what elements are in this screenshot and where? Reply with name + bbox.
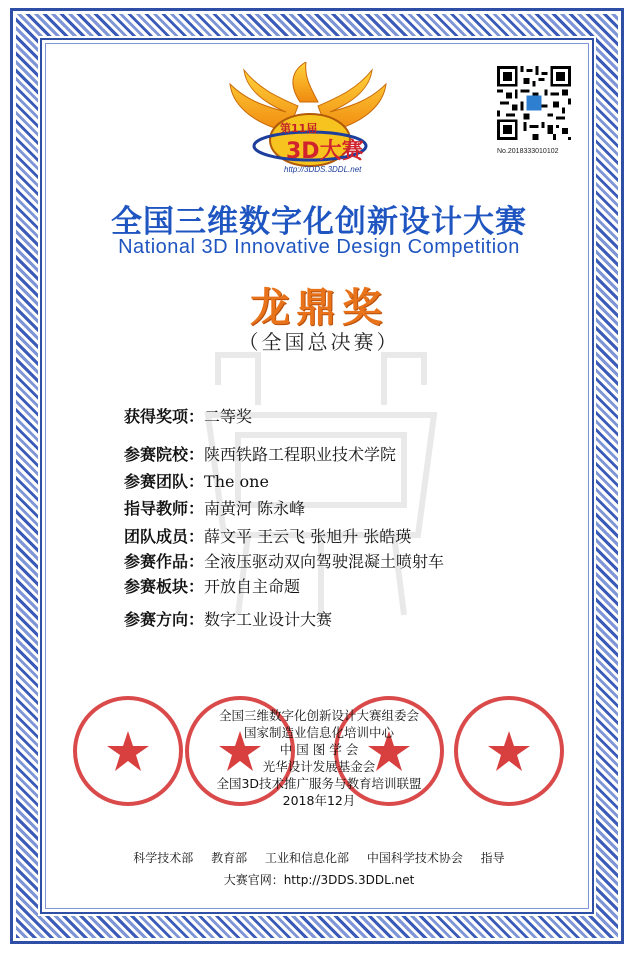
issue-date: 2018年12月 <box>282 793 356 808</box>
competition-logo <box>228 62 388 187</box>
field-value: 全液压驱动双向驾驶混凝土喷射车 <box>204 552 445 571</box>
organizer-line: 国家制造业信息化培训中心 <box>243 725 394 740</box>
official-website: 大赛官网：http://3DDS.3DDL.net <box>223 873 415 887</box>
guide-ministry: 科学技术部 <box>133 851 194 865</box>
field-label: 获得奖项： <box>124 407 205 426</box>
title-english: National 3D Innovative Design Competition <box>118 236 520 258</box>
logo-url: http://3DDS.3DDL.net <box>284 165 362 174</box>
logo-name: 3D大赛 <box>286 139 364 164</box>
field-value: 南黄河 陈永峰 <box>204 499 306 518</box>
field-direction <box>124 607 332 630</box>
award-name: 龙鼎奖 <box>250 285 388 331</box>
field-team <box>124 469 269 492</box>
field-value: 二等奖 <box>204 407 253 426</box>
field-advisors <box>124 496 305 519</box>
organizer-line: 全国3D技术推广服务与教育培训联盟 <box>216 776 422 791</box>
field-school <box>124 442 396 465</box>
guide-label: 指导 <box>480 851 505 865</box>
field-label: 参赛板块： <box>124 577 205 596</box>
field-award <box>124 404 252 427</box>
title-chinese: 全国三维数字化创新设计大赛 <box>111 204 527 240</box>
field-members <box>124 524 411 547</box>
field-value: 开放自主命题 <box>204 577 301 596</box>
field-label: 参赛方向： <box>124 610 205 629</box>
award-stage: （全国总决赛） <box>238 330 400 354</box>
guide-ministry: 工业和信息化部 <box>264 851 349 865</box>
organizer-line: 光华设计发展基金会 <box>262 759 376 774</box>
guidance-line <box>0 849 638 866</box>
organizer-line: 中 国 图 学 会 <box>279 742 359 757</box>
field-label: 参赛院校： <box>124 445 205 464</box>
field-value: 陕西铁路工程职业技术学院 <box>204 445 397 464</box>
field-label: 团队成员： <box>124 527 205 546</box>
field-label: 参赛团队： <box>124 472 205 491</box>
organizers <box>0 707 638 809</box>
field-work <box>124 549 444 572</box>
field-section <box>124 574 300 597</box>
field-value: 数字工业设计大赛 <box>204 610 333 629</box>
organizer-line: 全国三维数字化创新设计大赛组委会 <box>218 708 419 723</box>
certificate-number: No.2018333010102 <box>497 148 559 155</box>
field-value: The one <box>204 472 269 491</box>
field-label: 指导教师： <box>124 499 205 518</box>
qr-code <box>497 66 571 140</box>
guide-ministry: 教育部 <box>211 851 248 865</box>
field-label: 参赛作品： <box>124 552 205 571</box>
logo-edition: 第11届 <box>280 122 318 135</box>
guide-ministry: 中国科学技术协会 <box>366 851 463 865</box>
field-value: 薛文平 王云飞 张旭升 张皓瑛 <box>204 527 412 546</box>
